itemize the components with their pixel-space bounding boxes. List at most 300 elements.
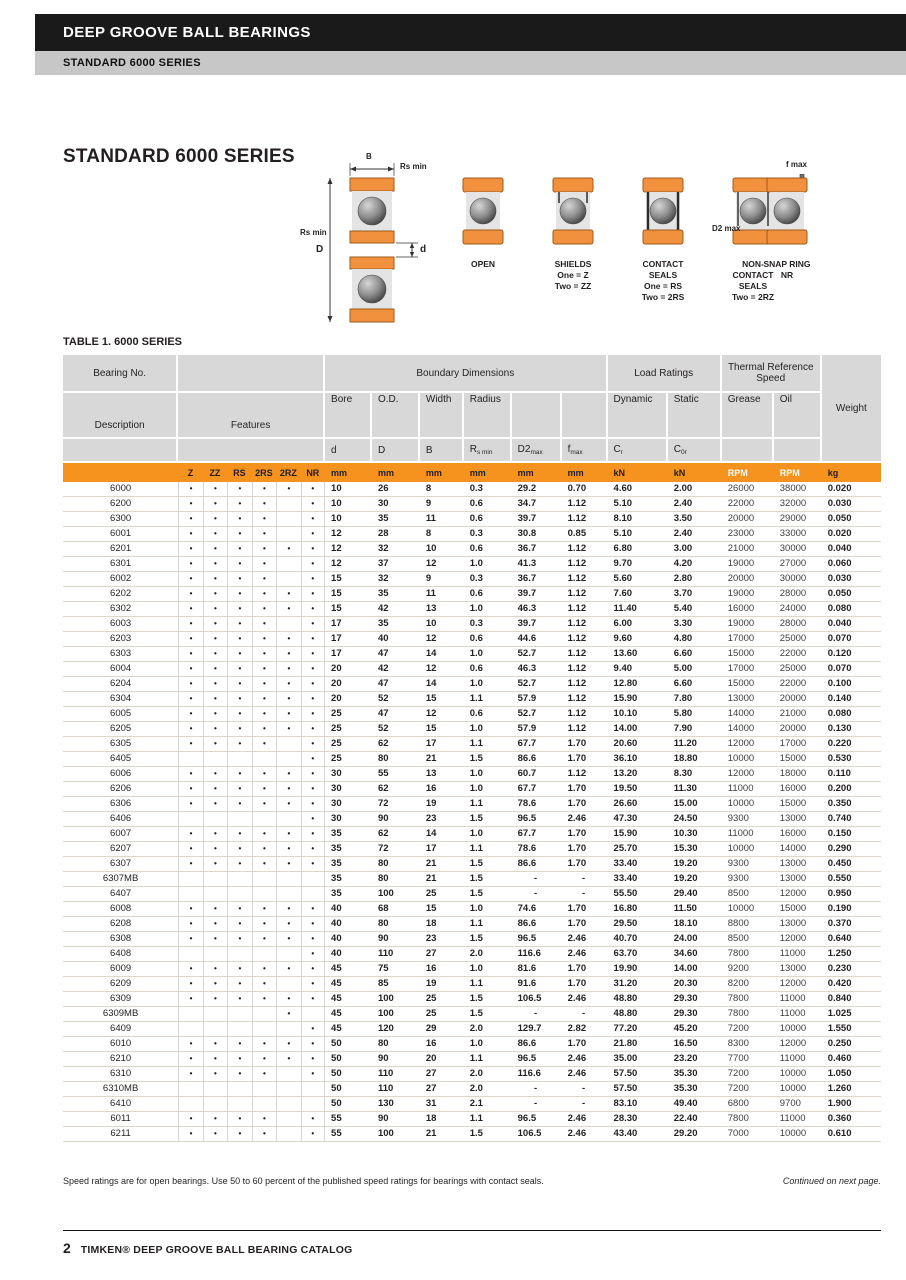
bearing-type-figure (452, 174, 514, 303)
cell-feature-RS: • (227, 992, 251, 1007)
symbol-B: B (420, 439, 464, 463)
feature-col-ZZ: ZZ (203, 463, 227, 482)
cell-description: 6304 (63, 692, 178, 707)
cell-cr: 15.90 (608, 692, 668, 707)
unit-mm: mm (512, 463, 562, 482)
cell-rs-min: 1.5 (464, 992, 512, 1007)
table-row (63, 1112, 881, 1127)
cell-feature-NR: • (301, 512, 325, 527)
cell-description: 6303 (63, 647, 178, 662)
cell-feature-RS (227, 947, 251, 962)
cell-feature-Z: • (178, 572, 202, 587)
cell-feature-2RZ (276, 872, 300, 887)
cell-feature-RS: • (227, 767, 251, 782)
cell-rs-min: 1.5 (464, 752, 512, 767)
cell-d2-max: 96.5 (512, 932, 562, 947)
section-title: STANDARD 6000 SERIES (63, 146, 295, 167)
cell-feature-Z: • (178, 707, 202, 722)
cell-D: 100 (372, 887, 420, 902)
cell-rs-min: 0.3 (464, 482, 512, 497)
cell-description: 6210 (63, 1052, 178, 1067)
cell-description: 6202 (63, 587, 178, 602)
cell-B: 14 (420, 647, 464, 662)
cell-f-max: 2.46 (562, 992, 608, 1007)
cell-description: 6001 (63, 527, 178, 542)
table-row (63, 497, 881, 512)
cell-feature-NR: • (301, 527, 325, 542)
cell-D: 47 (372, 707, 420, 722)
unit-kn: kN (608, 463, 668, 482)
cell-cr: 19.50 (608, 782, 668, 797)
page-header-title: DEEP GROOVE BALL BEARINGS (63, 24, 311, 41)
cell-d2-max: 44.6 (512, 632, 562, 647)
cell-weight: 1.260 (822, 1082, 881, 1097)
cell-D: 100 (372, 1007, 420, 1022)
cell-feature-2RS: • (252, 842, 276, 857)
cell-d: 12 (325, 527, 372, 542)
cell-c0r: 18.80 (668, 752, 722, 767)
cell-feature-Z (178, 1007, 202, 1022)
cell-feature-NR: • (301, 1022, 325, 1037)
cell-cr: 31.20 (608, 977, 668, 992)
cell-feature-NR: • (301, 1127, 325, 1142)
cell-feature-2RS: • (252, 767, 276, 782)
cell-feature-ZZ: • (203, 482, 227, 497)
table-row (63, 1127, 881, 1142)
cell-feature-NR: • (301, 722, 325, 737)
cell-feature-RS: • (227, 707, 251, 722)
cell-B: 18 (420, 917, 464, 932)
cell-c0r: 49.40 (668, 1097, 722, 1112)
cell-d: 45 (325, 992, 372, 1007)
cell-feature-RS: • (227, 737, 251, 752)
cell-feature-2RS: • (252, 602, 276, 617)
cell-feature-2RZ (276, 497, 300, 512)
header-grease-spacer (722, 439, 774, 463)
cell-feature-RS: • (227, 782, 251, 797)
cell-grease-rpm: 12000 (722, 767, 774, 782)
cell-f-max: - (562, 1097, 608, 1112)
speed-ratings-note: Speed ratings are for open bearings. Use 50 to 60 percent of the published speed ratings for bearings with contact seals. (63, 1176, 544, 1186)
cell-description: 6200 (63, 497, 178, 512)
cell-grease-rpm: 7800 (722, 947, 774, 962)
feature-col-2RS: 2RS (252, 463, 276, 482)
table-row (63, 977, 881, 992)
cell-feature-NR: • (301, 857, 325, 872)
cell-weight: 0.360 (822, 1112, 881, 1127)
cell-grease-rpm: 19000 (722, 557, 774, 572)
cell-d2-max: 74.6 (512, 902, 562, 917)
cell-d: 35 (325, 887, 372, 902)
cell-oil-rpm: 20000 (774, 722, 822, 737)
cell-feature-NR: • (301, 917, 325, 932)
cell-rs-min: 0.6 (464, 632, 512, 647)
feature-col-NR: NR (301, 463, 325, 482)
cell-weight: 0.200 (822, 782, 881, 797)
cell-B: 20 (420, 1052, 464, 1067)
symbol-f-max: $f_{max}$ (562, 439, 608, 463)
cell-feature-RS: • (227, 587, 251, 602)
cell-description: 6002 (63, 572, 178, 587)
cell-weight: 1.050 (822, 1067, 881, 1082)
cell-oil-rpm: 21000 (774, 707, 822, 722)
cell-feature-NR: • (301, 962, 325, 977)
cell-feature-2RS: • (252, 902, 276, 917)
cell-d2-max: 96.5 (512, 1112, 562, 1127)
cell-description: 6207 (63, 842, 178, 857)
cell-feature-2RZ: • (276, 962, 300, 977)
cell-feature-NR: • (301, 587, 325, 602)
cell-f-max: 1.12 (562, 722, 608, 737)
table-row (63, 707, 881, 722)
cell-feature-NR: • (301, 647, 325, 662)
table-row (63, 1097, 881, 1112)
cell-weight: 1.250 (822, 947, 881, 962)
cell-feature-2RS: • (252, 677, 276, 692)
cell-cr: 33.40 (608, 872, 668, 887)
cell-f-max: 1.12 (562, 557, 608, 572)
cell-oil-rpm: 29000 (774, 512, 822, 527)
cell-feature-RS: • (227, 827, 251, 842)
cell-description: 6011 (63, 1112, 178, 1127)
cell-feature-RS: • (227, 842, 251, 857)
cell-grease-rpm: 15000 (722, 647, 774, 662)
cell-feature-2RS (252, 1082, 276, 1097)
cell-weight: 0.130 (822, 722, 881, 737)
cell-rs-min: 1.0 (464, 647, 512, 662)
table-row (63, 662, 881, 677)
cell-feature-2RS: • (252, 827, 276, 842)
cell-B: 31 (420, 1097, 464, 1112)
cell-oil-rpm: 9700 (774, 1097, 822, 1112)
cell-oil-rpm: 15000 (774, 797, 822, 812)
cell-B: 8 (420, 482, 464, 497)
cell-feature-ZZ (203, 1097, 227, 1112)
cell-oil-rpm: 33000 (774, 527, 822, 542)
cell-feature-NR (301, 1097, 325, 1112)
cell-d2-max: 67.7 (512, 782, 562, 797)
cell-c0r: 11.20 (668, 737, 722, 752)
cell-description: 6211 (63, 1127, 178, 1142)
cell-description: 6405 (63, 752, 178, 767)
cell-c0r: 2.40 (668, 527, 722, 542)
cell-f-max: 2.82 (562, 1022, 608, 1037)
cell-cr: 5.10 (608, 497, 668, 512)
cell-rs-min: 0.6 (464, 497, 512, 512)
table-row (63, 1007, 881, 1022)
cell-oil-rpm: 25000 (774, 632, 822, 647)
cell-cr: 14.00 (608, 722, 668, 737)
cell-grease-rpm: 8500 (722, 887, 774, 902)
bearing-type-figure (542, 174, 604, 303)
cell-B: 17 (420, 737, 464, 752)
cell-f-max: 2.46 (562, 947, 608, 962)
cell-feature-ZZ: • (203, 797, 227, 812)
cell-feature-2RS: • (252, 557, 276, 572)
cell-feature-RS (227, 812, 251, 827)
units-desc-blank (63, 463, 178, 482)
cell-f-max: 1.12 (562, 767, 608, 782)
cell-D: 62 (372, 737, 420, 752)
bearing-contact-seals-icon (640, 235, 686, 252)
cell-rs-min: 2.0 (464, 947, 512, 962)
cell-rs-min: 1.5 (464, 812, 512, 827)
cell-d2-max: 52.7 (512, 647, 562, 662)
cell-d: 10 (325, 482, 372, 497)
cell-feature-Z: • (178, 932, 202, 947)
cell-feature-Z: • (178, 722, 202, 737)
cell-feature-NR: • (301, 617, 325, 632)
cell-feature-NR: • (301, 1037, 325, 1052)
cell-feature-NR: • (301, 692, 325, 707)
cell-feature-Z: • (178, 512, 202, 527)
table-row (63, 572, 881, 587)
cell-grease-rpm: 7200 (722, 1082, 774, 1097)
cell-weight: 0.640 (822, 932, 881, 947)
cell-d2-max: 46.3 (512, 602, 562, 617)
cell-feature-NR: • (301, 782, 325, 797)
table-row (63, 527, 881, 542)
cell-D: 40 (372, 632, 420, 647)
cell-cr: 28.30 (608, 1112, 668, 1127)
cell-B: 10 (420, 617, 464, 632)
cell-cr: 13.60 (608, 647, 668, 662)
cell-description: 6310 (63, 1067, 178, 1082)
cell-feature-ZZ: • (203, 707, 227, 722)
cell-cr: 16.80 (608, 902, 668, 917)
cell-d2-max: 129.7 (512, 1022, 562, 1037)
cell-feature-ZZ: • (203, 602, 227, 617)
cell-weight: 0.420 (822, 977, 881, 992)
cell-feature-ZZ: • (203, 932, 227, 947)
cell-cr: 57.50 (608, 1067, 668, 1082)
cell-oil-rpm: 16000 (774, 827, 822, 842)
cell-description: 6206 (63, 782, 178, 797)
header-feat-spacer2 (178, 439, 325, 463)
cell-feature-2RZ: • (276, 632, 300, 647)
cell-rs-min: 1.0 (464, 767, 512, 782)
cell-d2-max: - (512, 1097, 562, 1112)
cell-rs-min: 1.0 (464, 827, 512, 842)
cell-f-max: 1.12 (562, 497, 608, 512)
cell-d2-max: - (512, 1082, 562, 1097)
cell-feature-ZZ: • (203, 767, 227, 782)
unit-kg: kg (822, 463, 881, 482)
cell-c0r: 24.50 (668, 812, 722, 827)
cell-D: 90 (372, 1112, 420, 1127)
cell-grease-rpm: 11000 (722, 827, 774, 842)
cell-feature-2RZ: • (276, 482, 300, 497)
cell-weight: 0.190 (822, 902, 881, 917)
table-row (63, 797, 881, 812)
bearing-shields-icon (550, 235, 596, 252)
cell-D: 42 (372, 662, 420, 677)
cell-B: 18 (420, 1112, 464, 1127)
cell-feature-2RZ: • (276, 602, 300, 617)
cell-c0r: 3.50 (668, 512, 722, 527)
cell-D: 80 (372, 857, 420, 872)
catalog-title: TIMKEN® DEEP GROOVE BALL BEARING CATALOG (80, 1244, 353, 1256)
cell-description: 6409 (63, 1022, 178, 1037)
cell-feature-2RZ (276, 887, 300, 902)
cell-grease-rpm: 8800 (722, 917, 774, 932)
cell-feature-2RS: • (252, 737, 276, 752)
cell-grease-rpm: 11000 (722, 782, 774, 797)
cell-d: 17 (325, 632, 372, 647)
cell-feature-RS: • (227, 692, 251, 707)
cell-feature-2RZ: • (276, 1007, 300, 1022)
cell-grease-rpm: 8200 (722, 977, 774, 992)
cell-feature-2RZ (276, 1127, 300, 1142)
cell-D: 35 (372, 587, 420, 602)
cell-rs-min: 2.0 (464, 1082, 512, 1097)
cell-d2-max: 36.7 (512, 542, 562, 557)
cell-grease-rpm: 17000 (722, 662, 774, 677)
cell-d: 12 (325, 542, 372, 557)
cell-feature-2RS: • (252, 527, 276, 542)
cell-rs-min: 1.5 (464, 1007, 512, 1022)
cell-D: 52 (372, 692, 420, 707)
cell-feature-2RS: • (252, 1067, 276, 1082)
cell-cr: 21.80 (608, 1037, 668, 1052)
bearing-type-caption: SHIELDS One = Z Two = ZZ (554, 259, 592, 292)
header-d2-spacer (512, 393, 562, 439)
cell-cr: 11.40 (608, 602, 668, 617)
cell-c0r: 2.80 (668, 572, 722, 587)
table-row (63, 602, 881, 617)
table-title: TABLE 1. 6000 SERIES (63, 336, 183, 348)
cell-feature-2RS: • (252, 707, 276, 722)
header-features-spacer (178, 355, 325, 393)
cell-feature-2RZ (276, 1067, 300, 1082)
bearing-type-caption: SNAP RING NR (763, 259, 811, 281)
cell-weight: 0.040 (822, 542, 881, 557)
cell-feature-Z: • (178, 677, 202, 692)
dim-label-rs-top: Rs min (400, 162, 427, 171)
cell-f-max: 1.70 (562, 782, 608, 797)
table-row (63, 872, 881, 887)
cell-feature-NR: • (301, 752, 325, 767)
cell-B: 12 (420, 707, 464, 722)
cell-feature-ZZ (203, 947, 227, 962)
cell-c0r: 3.30 (668, 617, 722, 632)
cell-weight: 0.610 (822, 1127, 881, 1142)
table-row (63, 512, 881, 527)
cell-feature-ZZ: • (203, 647, 227, 662)
cell-feature-2RS: • (252, 587, 276, 602)
cell-feature-NR: • (301, 1052, 325, 1067)
cell-f-max: 1.12 (562, 677, 608, 692)
cell-feature-ZZ: • (203, 827, 227, 842)
cell-weight: 0.080 (822, 707, 881, 722)
cell-rs-min: 0.6 (464, 512, 512, 527)
cell-D: 90 (372, 932, 420, 947)
cell-feature-ZZ: • (203, 722, 227, 737)
cell-cr: 19.90 (608, 962, 668, 977)
table-row (63, 677, 881, 692)
cell-d2-max: 30.8 (512, 527, 562, 542)
table-row (63, 1022, 881, 1037)
cell-D: 62 (372, 782, 420, 797)
cell-d: 50 (325, 1067, 372, 1082)
cell-feature-Z (178, 872, 202, 887)
symbol-rs-min: $R_{s min}$ (464, 439, 512, 463)
cell-feature-NR: • (301, 707, 325, 722)
cell-oil-rpm: 10000 (774, 1022, 822, 1037)
cell-d: 25 (325, 737, 372, 752)
cell-grease-rpm: 7000 (722, 1127, 774, 1142)
cell-rs-min: 0.6 (464, 662, 512, 677)
cell-f-max: 2.46 (562, 812, 608, 827)
cell-d: 25 (325, 707, 372, 722)
cell-D: 42 (372, 602, 420, 617)
cell-grease-rpm: 21000 (722, 542, 774, 557)
cell-feature-RS: • (227, 1037, 251, 1052)
cell-c0r: 35.30 (668, 1082, 722, 1097)
cell-feature-2RZ: • (276, 902, 300, 917)
cell-grease-rpm: 7700 (722, 1052, 774, 1067)
cell-feature-2RZ: • (276, 542, 300, 557)
cell-feature-2RS (252, 947, 276, 962)
cell-rs-min: 1.5 (464, 887, 512, 902)
cell-feature-NR: • (301, 827, 325, 842)
cell-feature-NR: • (301, 542, 325, 557)
cell-feature-RS: • (227, 857, 251, 872)
cell-description: 6204 (63, 677, 178, 692)
cell-B: 10 (420, 542, 464, 557)
cell-feature-2RS: • (252, 512, 276, 527)
cell-c0r: 4.20 (668, 557, 722, 572)
cell-cr: 9.60 (608, 632, 668, 647)
cell-grease-rpm: 8500 (722, 932, 774, 947)
cell-weight: 0.140 (822, 692, 881, 707)
cell-feature-Z: • (178, 1112, 202, 1127)
cell-feature-RS (227, 872, 251, 887)
cell-cr: 25.70 (608, 842, 668, 857)
cell-cr: 5.60 (608, 572, 668, 587)
table-row (63, 557, 881, 572)
cell-D: 47 (372, 677, 420, 692)
bearing-type-caption: OPEN (470, 259, 496, 269)
cell-rs-min: 1.1 (464, 1052, 512, 1067)
cell-feature-NR: • (301, 572, 325, 587)
cell-c0r: 8.30 (668, 767, 722, 782)
table-row (63, 902, 881, 917)
cell-rs-min: 0.6 (464, 542, 512, 557)
cell-feature-Z: • (178, 842, 202, 857)
cell-B: 23 (420, 812, 464, 827)
cell-rs-min: 1.1 (464, 917, 512, 932)
cell-oil-rpm: 13000 (774, 962, 822, 977)
cell-oil-rpm: 28000 (774, 617, 822, 632)
cell-feature-2RZ (276, 572, 300, 587)
cell-feature-2RS: • (252, 797, 276, 812)
cell-cr: 12.80 (608, 677, 668, 692)
units-row (63, 463, 881, 482)
page-subheader-title: STANDARD 6000 SERIES (63, 57, 201, 69)
cell-feature-Z: • (178, 737, 202, 752)
cell-feature-NR: • (301, 677, 325, 692)
cell-rs-min: 1.5 (464, 1127, 512, 1142)
cell-feature-ZZ (203, 1007, 227, 1022)
cell-rs-min: 1.1 (464, 1112, 512, 1127)
cell-B: 15 (420, 722, 464, 737)
cell-rs-min: 1.0 (464, 602, 512, 617)
cell-d2-max: - (512, 1007, 562, 1022)
cell-feature-ZZ: • (203, 677, 227, 692)
cell-feature-2RS: • (252, 1112, 276, 1127)
cell-feature-2RS: • (252, 857, 276, 872)
